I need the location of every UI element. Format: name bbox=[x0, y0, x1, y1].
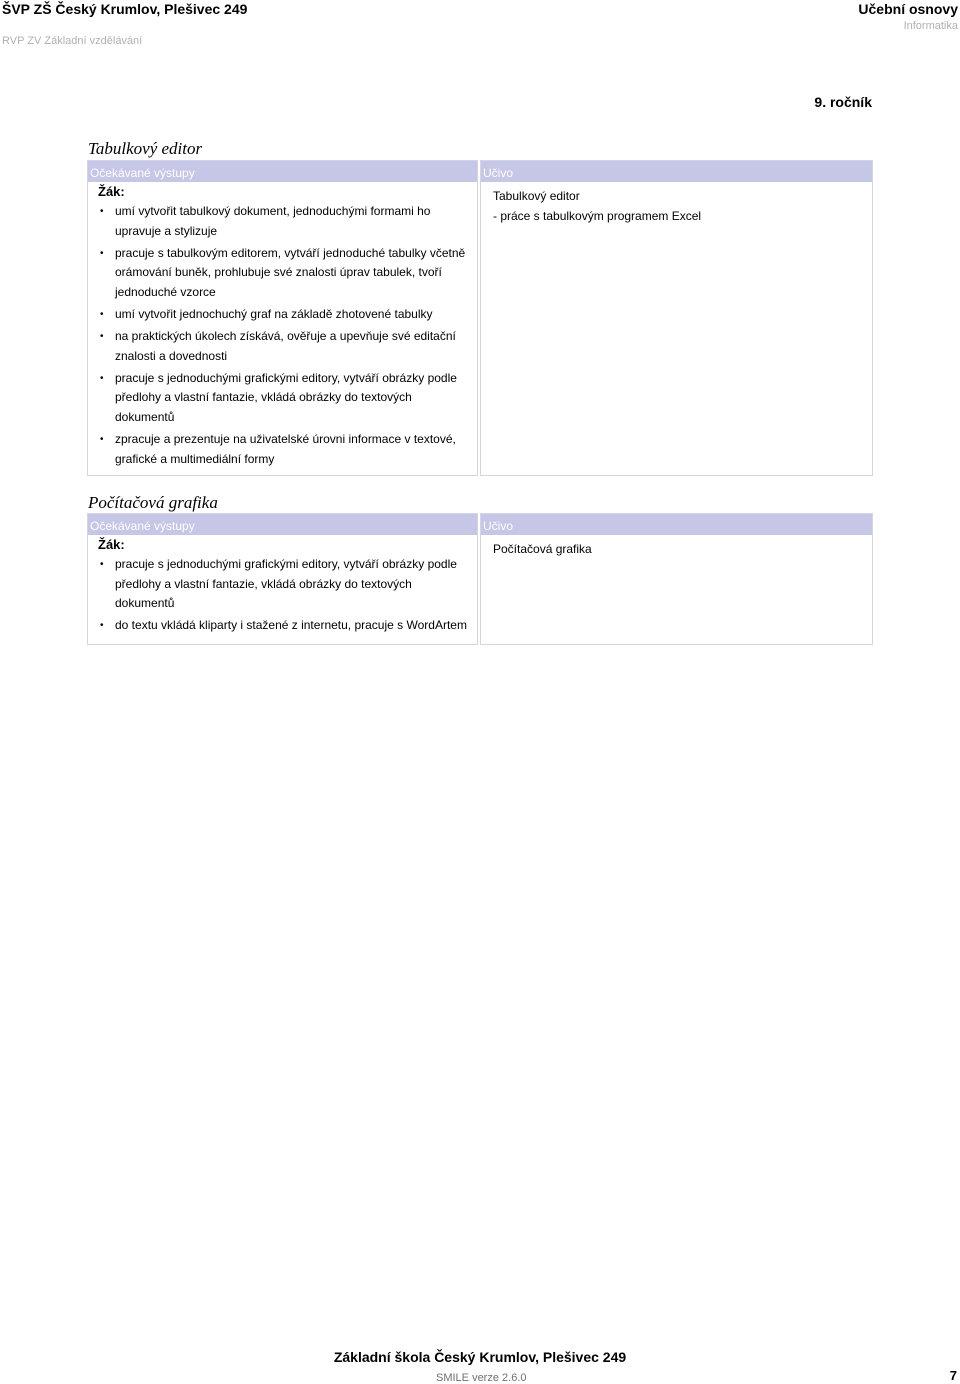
section-table-graphics bbox=[87, 513, 873, 645]
bullet-icon: • bbox=[100, 206, 104, 217]
bullet-icon: • bbox=[100, 308, 104, 320]
outcome-text: pracuje s jednoduchými grafickými editory, vytváří obrázky podle předlohy a vlastní fantazie, vkládá obrázky do textových dokumentů bbox=[115, 557, 457, 611]
header-school-name: ŠVP ZŠ Český Krumlov, Plešivec 249 bbox=[2, 1, 248, 17]
curriculum-item: - práce s tabulkovým programem Excel bbox=[493, 208, 702, 223]
curriculum-column bbox=[480, 160, 873, 476]
list-item bbox=[100, 555, 477, 614]
curriculum-header: Učivo bbox=[481, 161, 872, 182]
outcomes-header: Očekávané výstupy bbox=[88, 161, 477, 182]
outcomes-column bbox=[87, 513, 478, 645]
section-title-spreadsheet: Tabulkový editor bbox=[88, 139, 203, 158]
bullet-icon: • bbox=[100, 434, 104, 446]
list-item bbox=[100, 305, 477, 325]
curriculum-item: Tabulkový editor bbox=[493, 189, 580, 203]
list-item bbox=[100, 369, 477, 428]
outcome-text: pracuje s jednoduchými grafickými editory, vytváří obrázky podle předlohy a vlastní fantazie, vkládá obrázky do textových dokumentů bbox=[115, 370, 457, 424]
outcome-text: umí vytvořit jednochuchý graf na základě zhotovené tabulky bbox=[115, 306, 433, 321]
bullet-icon: • bbox=[100, 559, 104, 570]
curriculum-content bbox=[493, 540, 872, 560]
header-subject: Informatika bbox=[903, 20, 958, 32]
list-item bbox=[100, 202, 477, 241]
outcome-text: umí vytvořit tabulkový dokument, jednoduchými formami ho upravuje a stylizuje bbox=[115, 204, 431, 238]
student-label: Žák: bbox=[98, 537, 125, 552]
grade-label: 9. ročník bbox=[814, 94, 872, 110]
bullet-icon: • bbox=[100, 247, 104, 259]
outcome-text: do textu vkládá kliparty i stažené z internetu, pracuje s WordArtem bbox=[115, 618, 467, 633]
bullet-icon: • bbox=[100, 331, 104, 343]
curriculum-content bbox=[493, 187, 872, 226]
page-number: 7 bbox=[949, 1368, 957, 1383]
section-title-graphics: Počítačová grafika bbox=[88, 493, 218, 512]
outcome-text: na praktických úkolech získává, ověřuje a upevňuje své editační znalosti a dovednosti bbox=[115, 329, 456, 363]
outcomes-header: Očekávané výstupy bbox=[88, 514, 477, 535]
list-item bbox=[100, 430, 477, 469]
outcome-text: zpracuje a prezentuje na uživatelské úrovni informace v textové, grafické a multimediální formy bbox=[115, 432, 456, 466]
footer-school-name: Základní škola Český Krumlov, Plešivec 249 bbox=[333, 1349, 627, 1365]
bullet-icon: • bbox=[100, 372, 104, 384]
outcome-text: pracuje s tabulkovým editorem, vytváří jednoduché tabulky včetně orámování buněk, prohlubuje své znalosti úprav tabulek, tvoří jednoduché vzorce bbox=[115, 245, 466, 299]
curriculum-item: Počítačová grafika bbox=[493, 542, 592, 556]
header-document-title: Učební osnovy bbox=[858, 1, 958, 17]
student-label: Žák: bbox=[98, 184, 125, 199]
outcomes-list bbox=[88, 202, 477, 469]
curriculum-header: Učivo bbox=[481, 514, 872, 535]
outcomes-column bbox=[87, 160, 478, 476]
list-item bbox=[100, 244, 477, 303]
section-table-spreadsheet bbox=[87, 160, 873, 476]
outcomes-list bbox=[88, 555, 477, 636]
list-item bbox=[100, 616, 477, 636]
bullet-icon: • bbox=[100, 620, 104, 632]
header-framework: RVP ZV Základní vzdělávání bbox=[2, 35, 143, 47]
list-item bbox=[100, 327, 477, 366]
footer-version: SMILE verze 2.6.0 bbox=[436, 1372, 527, 1384]
curriculum-column bbox=[480, 513, 873, 645]
